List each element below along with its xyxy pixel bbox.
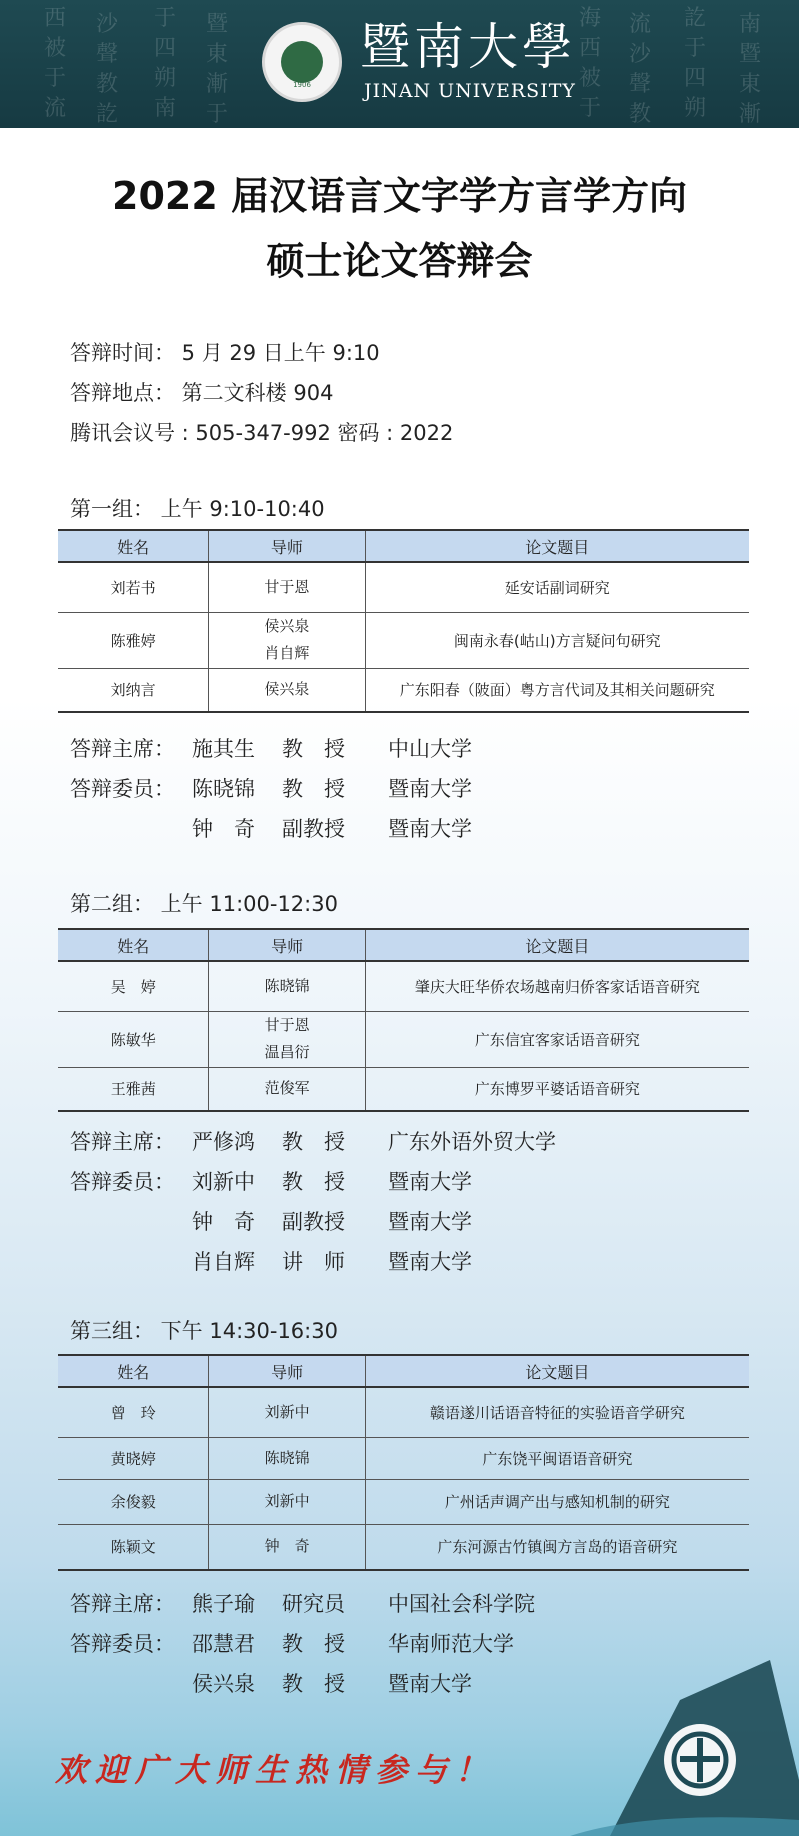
committee-name: 肖自辉 [192,1250,255,1274]
table-row [58,1387,749,1437]
committee-title: 副教授 [282,1210,345,1234]
banner-bg-char: 教 [95,72,118,97]
committee-org: 暨南大学 [388,777,472,801]
thesis-topic: 广东河源古竹镇闽方言岛的语音研究 [365,1524,749,1570]
student-name: 王雅茜 [58,1067,209,1111]
banner-bg-char: 流 [628,12,651,37]
committee-title: 教 授 [282,737,345,761]
advisor-cell [209,612,365,668]
committee-org: 中山大学 [388,737,472,761]
committee-name: 严修鸿 [192,1130,255,1154]
committee-role: 答辩委员： [70,1632,175,1656]
banner-bg-char: 四 [153,36,176,61]
committee-org: 暨南大学 [388,1210,472,1234]
committee-role: 答辩委员： [70,777,175,801]
table-row [58,612,749,668]
banner-bg-char: 沙 [628,42,651,67]
banner-bg-char: 被 [43,36,66,61]
banner-bg-char: 于 [153,6,176,31]
banner-bg-char: 朔 [153,66,176,91]
committee-title: 讲 师 [282,1250,345,1274]
column-header: 姓名 [58,929,209,961]
advisor-cell [209,668,365,712]
banner-bg-char: 聲 [628,72,651,97]
banner-bg-char: 海 [578,6,601,31]
advisor-cell [209,1524,365,1570]
banner-bg-char: 暨 [738,42,761,67]
column-header: 导师 [209,929,365,961]
student-name: 余俊毅 [58,1479,209,1524]
advisor-cell [209,1437,365,1479]
committee-role: 答辩委员： [70,1170,175,1194]
committee-name: 熊子瑜 [192,1592,255,1616]
banner-bg-char: 于 [205,102,228,127]
committee-org: 华南师范大学 [388,1632,514,1656]
banner-bg-char: 東 [738,72,761,97]
committee-name: 陈晓锦 [192,777,255,801]
group1-heading: 第一组： 上午 9:10-10:40 [70,497,325,521]
group2-table [58,928,749,1112]
committee-name: 侯兴泉 [192,1672,255,1696]
committee-name: 施其生 [192,737,255,761]
advisor-cell [209,961,365,1011]
thesis-topic: 肇庆大旺华侨农场越南归侨客家话语音研究 [365,961,749,1011]
student-name: 刘纳言 [58,668,209,712]
committee-org: 中国社会科学院 [388,1592,535,1616]
committee-member [70,1628,750,1658]
student-name: 陈敏华 [58,1011,209,1067]
committee-member [70,733,750,763]
committee-name: 邵慧君 [192,1632,255,1656]
banner-bg-char: 被 [578,66,601,91]
advisor-cell [209,562,365,612]
student-name: 黄晓婷 [58,1437,209,1479]
table-row [58,1479,749,1524]
advisor-name: 陈晓锦 [264,1448,310,1467]
banner-bg-char: 流 [43,96,66,121]
thesis-topic: 广东博罗平婆话语音研究 [365,1067,749,1111]
table-row [58,1524,749,1570]
thesis-topic: 闽南永春(岵山)方言疑问句研究 [365,612,749,668]
committee-member [70,813,750,843]
student-name: 陈颖文 [58,1524,209,1570]
advisor-name: 刘新中 [264,1492,310,1510]
committee-role: 答辩主席： [70,1592,175,1616]
banner-bg-char: 四 [683,66,706,91]
committee-member [70,1126,750,1156]
thesis-topic: 赣语遂川话语音特征的实验语音学研究 [365,1387,749,1437]
advisor-name: 侯兴泉 [264,680,310,699]
group1-table [58,529,749,713]
advisor-name: 刘新中 [264,1402,310,1421]
committee-member [70,1588,750,1618]
column-header: 姓名 [58,1355,209,1387]
header-banner [0,0,799,128]
committee-role: 答辩主席： [70,737,175,761]
boat-sail-icon [570,1660,799,1836]
table-row [58,1067,749,1111]
thesis-topic: 广东饶平闽语语音研究 [365,1437,749,1479]
seal-year: 1906 [293,81,311,89]
banner-bg-char: 聲 [95,42,118,67]
university-name-en: JINAN UNIVERSITY [364,80,576,102]
advisor-cell [209,1387,365,1437]
table-row [58,562,749,612]
committee-role: 答辩主席： [70,1130,175,1154]
defense-place: 答辩地点： 第二文科楼 904 [70,381,334,405]
thesis-topic: 广东阳春（陂面）粤方言代词及其相关问题研究 [365,668,749,712]
page-title-line1: 2022 届汉语言文字学方言学方向 [112,174,687,218]
banner-bg-char: 東 [205,42,228,67]
committee-org: 暨南大学 [388,1672,472,1696]
column-header: 姓名 [58,530,209,562]
committee-title: 教 授 [282,1632,345,1656]
banner-bg-char: 西 [43,6,66,31]
banner-bg-char: 南 [153,96,176,121]
student-name: 陈雅婷 [58,612,209,668]
table-row [58,668,749,712]
banner-bg-char: 于 [683,36,706,61]
committee-org: 暨南大学 [388,817,472,841]
thesis-topic: 广州话声调产出与感知机制的研究 [365,1479,749,1524]
advisor-name: 陈晓锦 [264,976,310,995]
committee-org: 暨南大学 [388,1250,472,1274]
banner-bg-char: 訖 [683,6,706,31]
advisor-name: 范俊军 [264,1079,310,1098]
committee-title: 教 授 [282,1672,345,1696]
committee-name: 钟 奇 [192,1210,255,1234]
committee-org: 暨南大学 [388,1170,472,1194]
defense-time: 答辩时间： 5 月 29 日上午 9:10 [70,341,380,365]
committee-member [70,1166,750,1196]
committee-title: 副教授 [282,817,345,841]
column-header: 论文题目 [365,929,749,961]
banner-bg-char: 南 [738,12,761,37]
thesis-topic: 广东信宜客家话语音研究 [365,1011,749,1067]
welcome-slogan: 欢迎广大师生热情参与！ [55,1751,496,1789]
group3-table [58,1354,749,1571]
table-row [58,961,749,1011]
committee-title: 教 授 [282,1130,345,1154]
student-name: 吴 婷 [58,961,209,1011]
table-row [58,1011,749,1067]
advisor-cell [209,1479,365,1524]
banner-bg-char: 訖 [95,102,118,127]
banner-bg-char: 于 [43,66,66,91]
committee-member [70,1246,750,1276]
advisor-name: 甘于恩 [264,577,310,596]
committee-name: 刘新中 [192,1170,255,1194]
advisor-name: 温昌衍 [264,1043,310,1061]
committee-title: 教 授 [282,1170,345,1194]
column-header: 论文题目 [365,530,749,562]
banner-bg-char: 教 [628,102,651,127]
advisor-name: 侯兴泉 [264,617,310,635]
committee-title: 研究员 [282,1592,345,1616]
meeting-info: 腾讯会议号 : 505-347-992 密码 : 2022 [70,421,454,445]
student-name: 曾 玲 [58,1387,209,1437]
committee-member [70,773,750,803]
committee-name: 钟 奇 [192,817,255,841]
university-name-cn: 暨南大學 [360,18,576,76]
advisor-name: 肖自辉 [264,644,310,662]
advisor-name: 甘于恩 [264,1016,310,1034]
committee-member [70,1206,750,1236]
student-name: 刘若书 [58,562,209,612]
banner-bg-char: 朔 [683,96,706,121]
advisor-cell [209,1011,365,1067]
thesis-topic: 延安话副词研究 [365,562,749,612]
page-title-line2: 硕士论文答辩会 [266,239,533,283]
banner-bg-char: 沙 [95,12,118,37]
banner-bg-char: 漸 [205,72,228,97]
column-header: 导师 [209,1355,365,1387]
banner-bg-char: 暨 [205,12,228,37]
advisor-name: 钟 奇 [264,1537,310,1556]
group3-heading: 第三组： 下午 14:30-16:30 [70,1319,338,1343]
banner-bg-char: 西 [578,36,601,61]
table-row [58,1437,749,1479]
committee-title: 教 授 [282,777,345,801]
advisor-cell [209,1067,365,1111]
banner-bg-char: 于 [578,96,601,121]
university-seal-icon [262,22,342,102]
column-header: 论文题目 [365,1355,749,1387]
committee-org: 广东外语外贸大学 [388,1130,556,1154]
column-header: 导师 [209,530,365,562]
banner-bg-char: 漸 [738,102,761,127]
group2-heading: 第二组： 上午 11:00-12:30 [70,892,338,916]
